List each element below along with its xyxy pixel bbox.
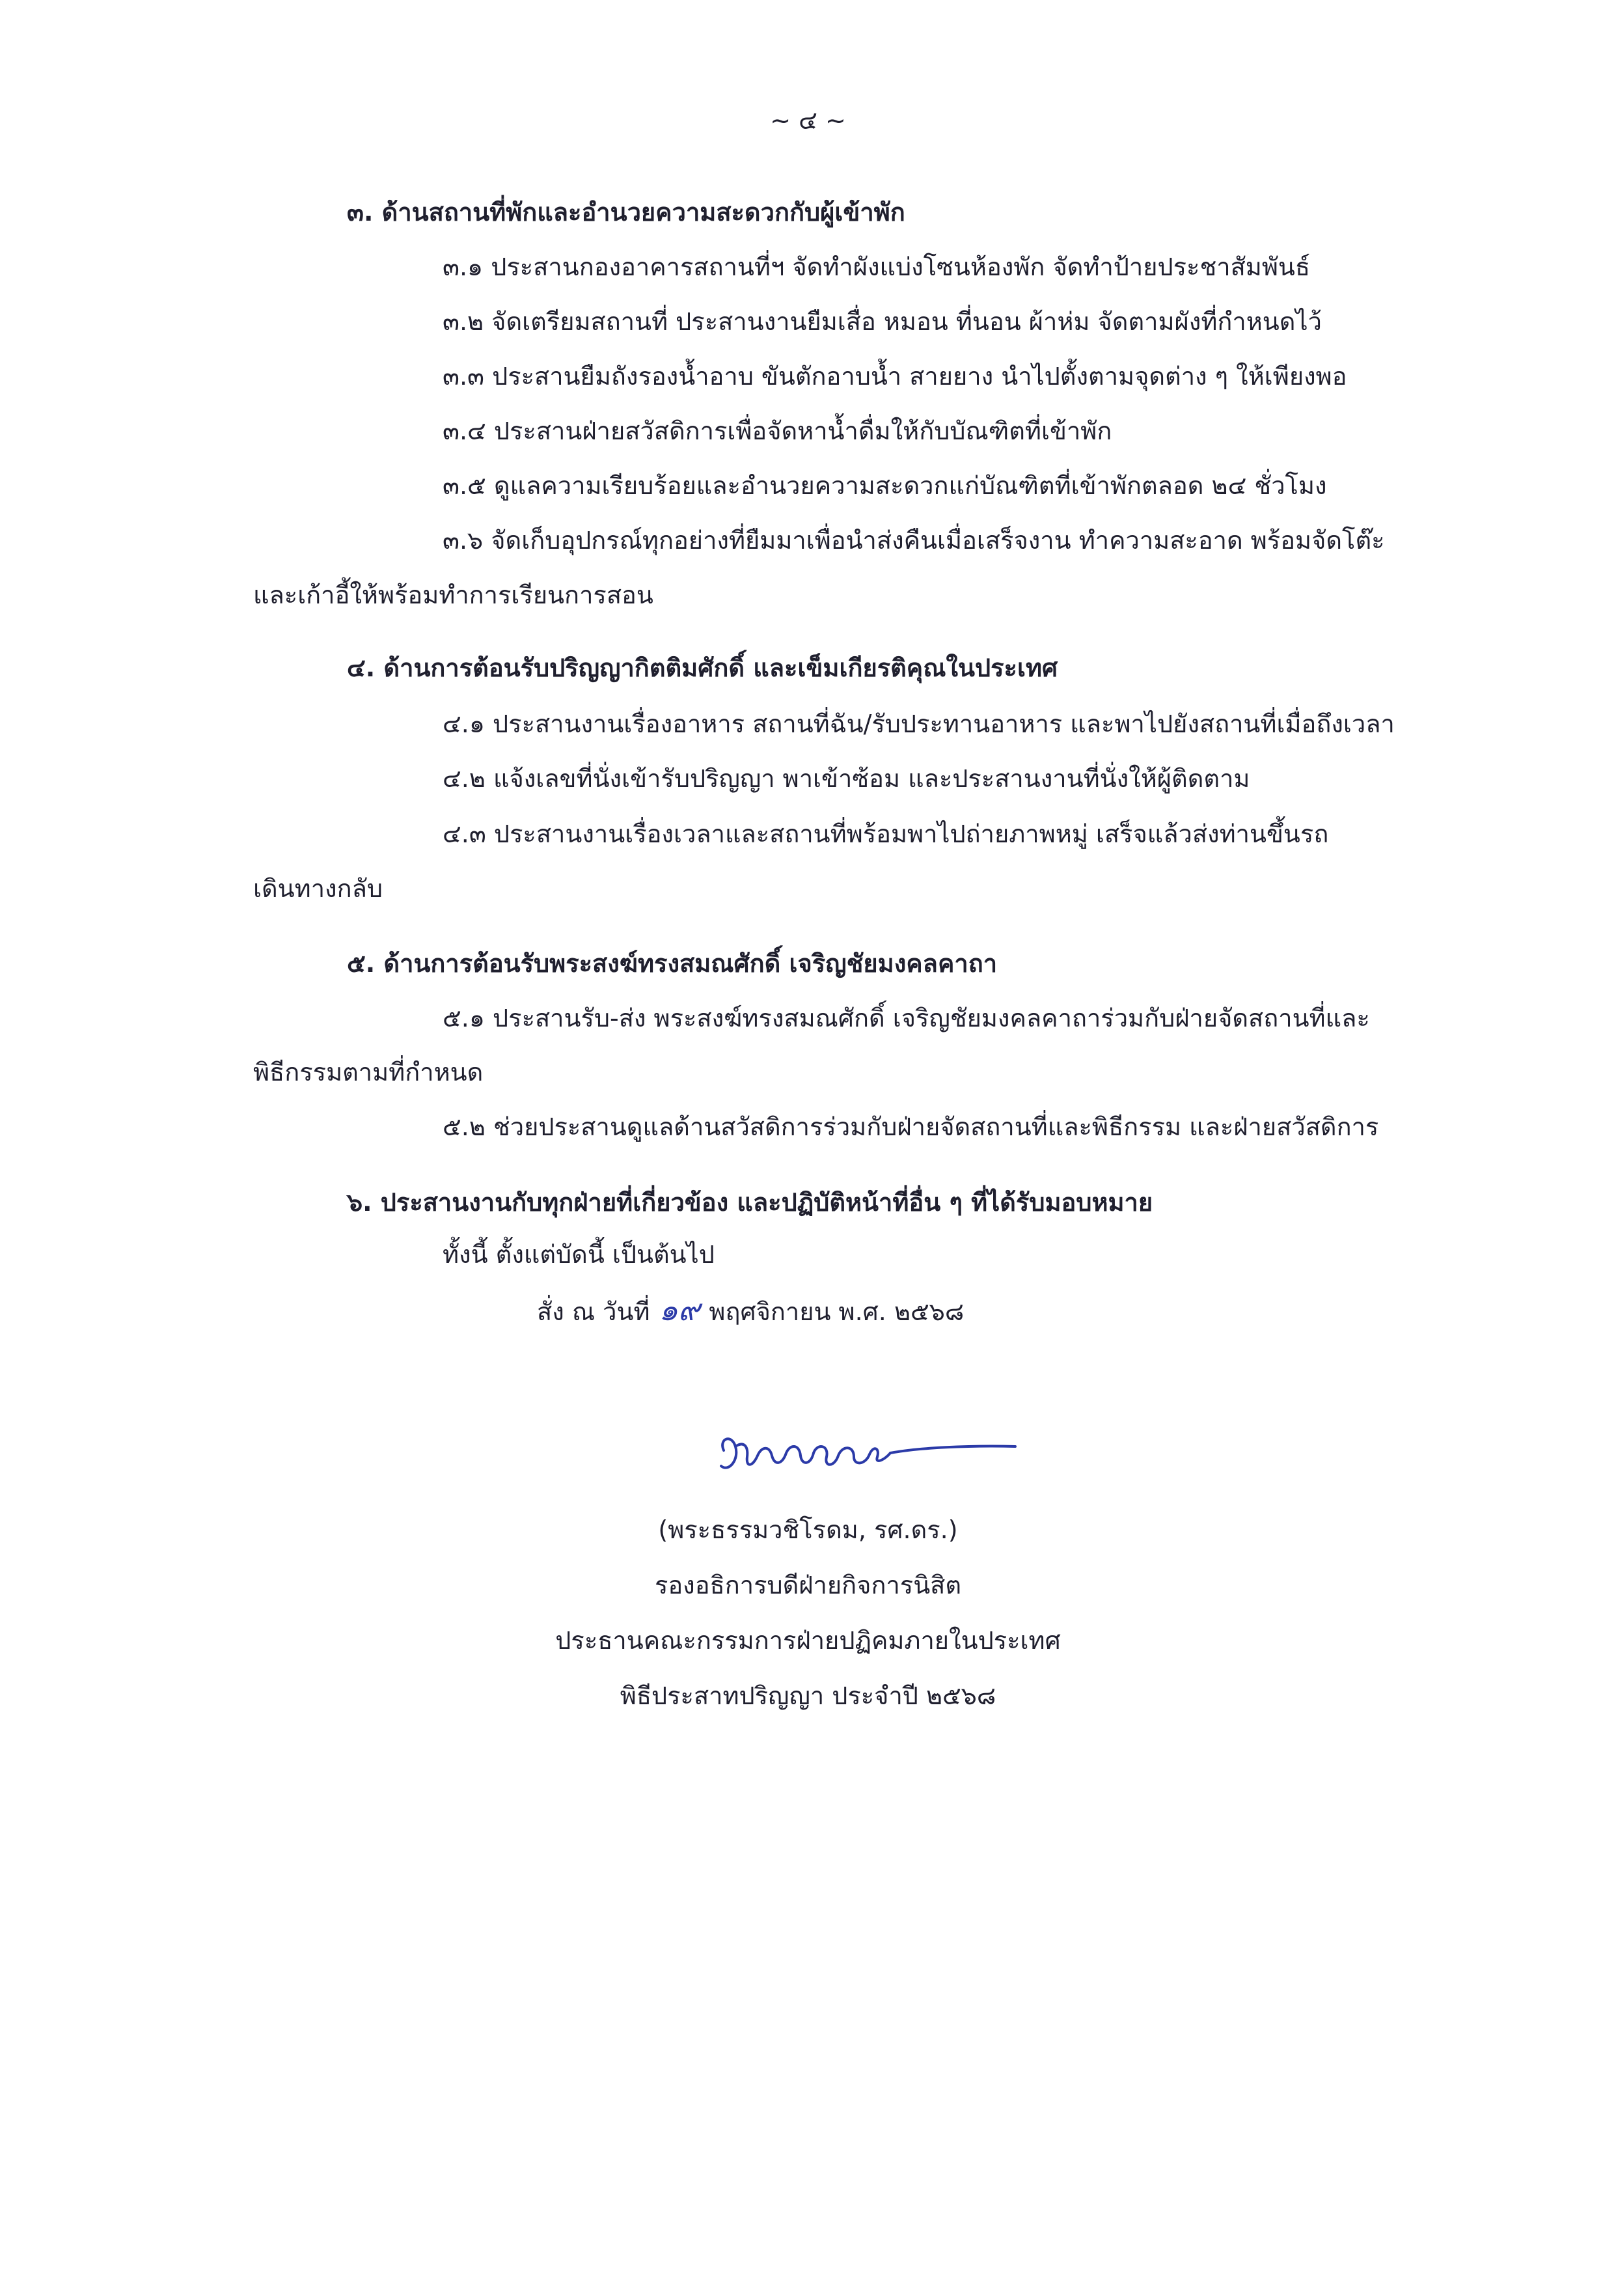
order-date-prefix: สั่ง ณ วันที่ — [537, 1297, 650, 1326]
signatory-position-1: รองอธิการบดีฝ่ายกิจการนิสิต — [654, 1571, 962, 1599]
signatory-position-2: ประธานคณะกรรมการฝ่ายปฏิคมภายในประเทศ — [555, 1626, 1061, 1655]
item-4-3: ๔.๓ ประสานงานเรื่องเวลาและสถานที่พร้อมพาไปถ่ายภาพหมู่ เสร็จแล้วส่งท่านขึ้นรถ — [443, 820, 1329, 848]
item-3-1: ๓.๑ ประสานกองอาคารสถานที่ฯ จัดทำผังแบ่งโซนห้องพัก จัดทำป้ายประชาสัมพันธ์ — [443, 253, 1311, 281]
page-number: ~ ๔ ~ — [770, 106, 846, 135]
signature — [709, 1419, 1022, 1491]
signatory-position-3: พิธีประสาทปริญญา ประจำปี ๒๕๖๘ — [620, 1681, 996, 1710]
item-3-3: ๓.๓ ประสานยืมถังรองน้ำอาบ ขันตักอาบน้ำ สายยาง นำไปตั้งตามจุดต่าง ๆ ให้เพียงพอ — [443, 362, 1347, 391]
item-4-1: ๔.๑ ประสานงานเรื่องอาหาร สถานที่ฉัน/รับประทานอาหาร และพาไปยังสถานที่เมื่อถึงเวลา — [443, 710, 1395, 738]
item-3-6-continued: และเก้าอี้ให้พร้อมทำการเรียนการสอน — [253, 581, 653, 609]
item-3-6: ๓.๖ จัดเก็บอุปกรณ์ทุกอย่างที่ยืมมาเพื่อนำส่งคืนเมื่อเสร็จงาน ทำความสะอาด พร้อมจัดโต๊ะ — [443, 526, 1385, 555]
item-5-1-continued: พิธีกรรมตามที่กำหนด — [253, 1058, 484, 1086]
effective-line: ทั้งนี้ ตั้งแต่บัดนี้ เป็นต้นไป — [443, 1240, 715, 1269]
item-3-4: ๓.๔ ประสานฝ่ายสวัสดิการเพื่อจัดหาน้ำดื่มให้กับบัณฑิตที่เข้าพัก — [443, 417, 1112, 445]
section-4-heading: ๔. ด้านการต้อนรับปริญญากิตติมศักดิ์ และเข็มเกียรติคุณในประเทศ — [347, 654, 1058, 682]
item-5-1: ๕.๑ ประสานรับ-ส่ง พระสงฆ์ทรงสมณศักดิ์ เจริญชัยมงคลคาถาร่วมกับฝ่ายจัดสถานที่และ — [443, 1004, 1370, 1032]
section-6-heading: ๖. ประสานงานกับทุกฝ่ายที่เกี่ยวข้อง และปฏิบัติหน้าที่อื่น ๆ ที่ได้รับมอบหมาย — [347, 1188, 1153, 1217]
order-date — [537, 1293, 964, 1328]
item-5-2: ๕.๒ ช่วยประสานดูแลด้านสวัสดิการร่วมกับฝ่ายจัดสถานที่และพิธีกรรม และฝ่ายสวัสดิการ — [443, 1113, 1379, 1141]
order-date-suffix: พฤศจิกายน พ.ศ. ๒๕๖๘ — [709, 1297, 965, 1326]
section-5-heading: ๕. ด้านการต้อนรับพระสงฆ์ทรงสมณศักดิ์ เจริญชัยมงคลคาถา — [347, 949, 998, 978]
section-3-heading: ๓. ด้านสถานที่พักและอำนวยความสะดวกกับผู้เข้าพัก — [347, 198, 905, 227]
item-3-2: ๓.๒ จัดเตรียมสถานที่ ประสานงานยืมเสื่อ หมอน ที่นอน ผ้าห่ม จัดตามผังที่กำหนดไว้ — [443, 307, 1322, 336]
item-4-3-continued: เดินทางกลับ — [253, 874, 383, 903]
order-date-day: ๑๙ — [659, 1292, 700, 1327]
item-3-5: ๓.๕ ดูแลความเรียบร้อยและอำนวยความสะดวกแก่บัณฑิตที่เข้าพักตลอด ๒๔ ชั่วโมง — [443, 471, 1327, 500]
signatory-name: (พระธรรมวชิโรดม, รศ.ดร.) — [658, 1515, 958, 1544]
item-4-2: ๔.๒ แจ้งเลขที่นั่งเข้ารับปริญญา พาเข้าซ้อม และประสานงานที่นั่งให้ผู้ติดตาม — [443, 764, 1250, 793]
